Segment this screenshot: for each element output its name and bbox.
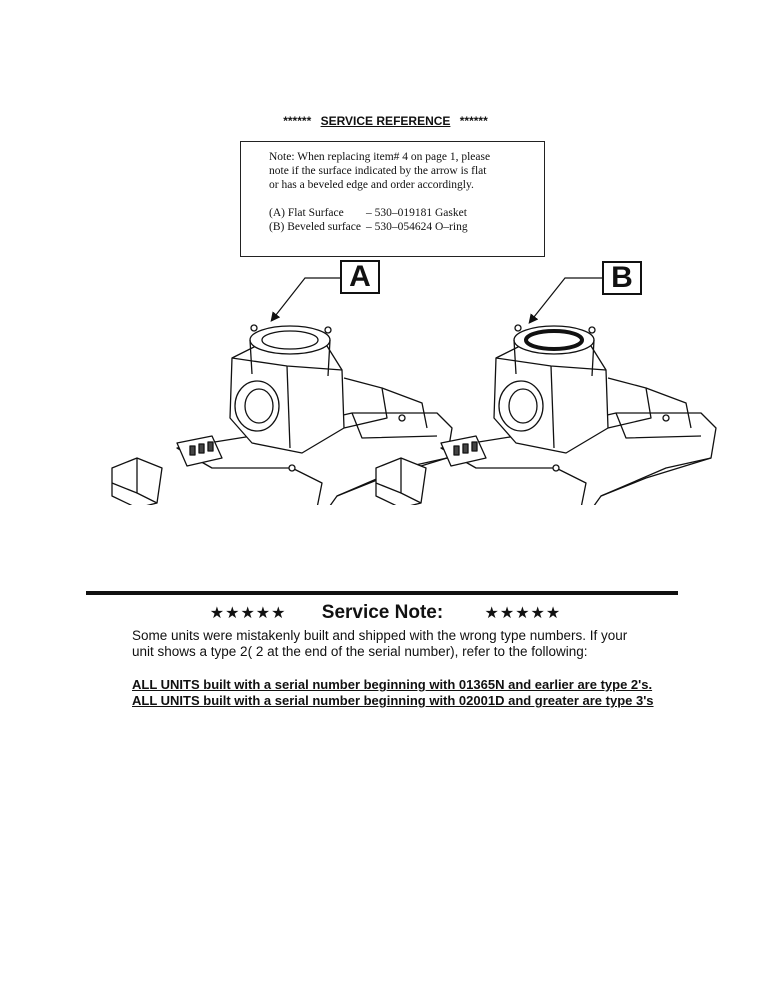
option-a-label: (A) Flat Surface (269, 207, 344, 219)
service-note-heading (0, 602, 771, 624)
figure-label-a: A (340, 260, 380, 294)
star-icons-left: ★★★★★ (209, 605, 287, 622)
star-icons-right: ★★★★★ (484, 605, 562, 622)
body-line-2: unit shows a type 2( 2 at the end of the serial number), refer to the following: (132, 644, 588, 659)
service-note-body (132, 628, 692, 660)
body-line-1: Some units were mistakenly built and shipped with the wrong type numbers. If your (132, 628, 628, 643)
note-line-1: Note: When replacing item# 4 on page 1, please (269, 151, 491, 163)
section-divider (86, 591, 678, 595)
service-note-title: Service Note: (321, 602, 444, 623)
service-reference-heading (0, 114, 771, 128)
figure-label-b: B (602, 261, 642, 295)
stars-left: ****** (283, 114, 312, 128)
note-line-3: or has a beveled edge and order accordingly. (269, 179, 474, 191)
option-a (269, 206, 534, 220)
options-list (269, 206, 534, 234)
housing-diagram (0, 255, 771, 505)
service-reference-title: SERVICE REFERENCE (320, 114, 451, 128)
serial-rule-1: ALL UNITS built with a serial number beginning with 01365N and earlier are type 2's. (132, 677, 653, 692)
note-line-2: note if the surface indicated by the arrow is flat (269, 165, 487, 177)
stars-right: ****** (459, 114, 488, 128)
option-b-label: (B) Beveled surface (269, 221, 361, 233)
option-b-part: – 530–054624 O–ring (366, 221, 468, 233)
serial-rules (132, 677, 692, 709)
option-b (269, 220, 534, 234)
option-a-part: – 530–019181 Gasket (366, 207, 467, 219)
note-box (240, 141, 545, 257)
serial-rule-2: ALL UNITS built with a serial number beginning with 02001D and greater are type 3's (132, 693, 654, 708)
